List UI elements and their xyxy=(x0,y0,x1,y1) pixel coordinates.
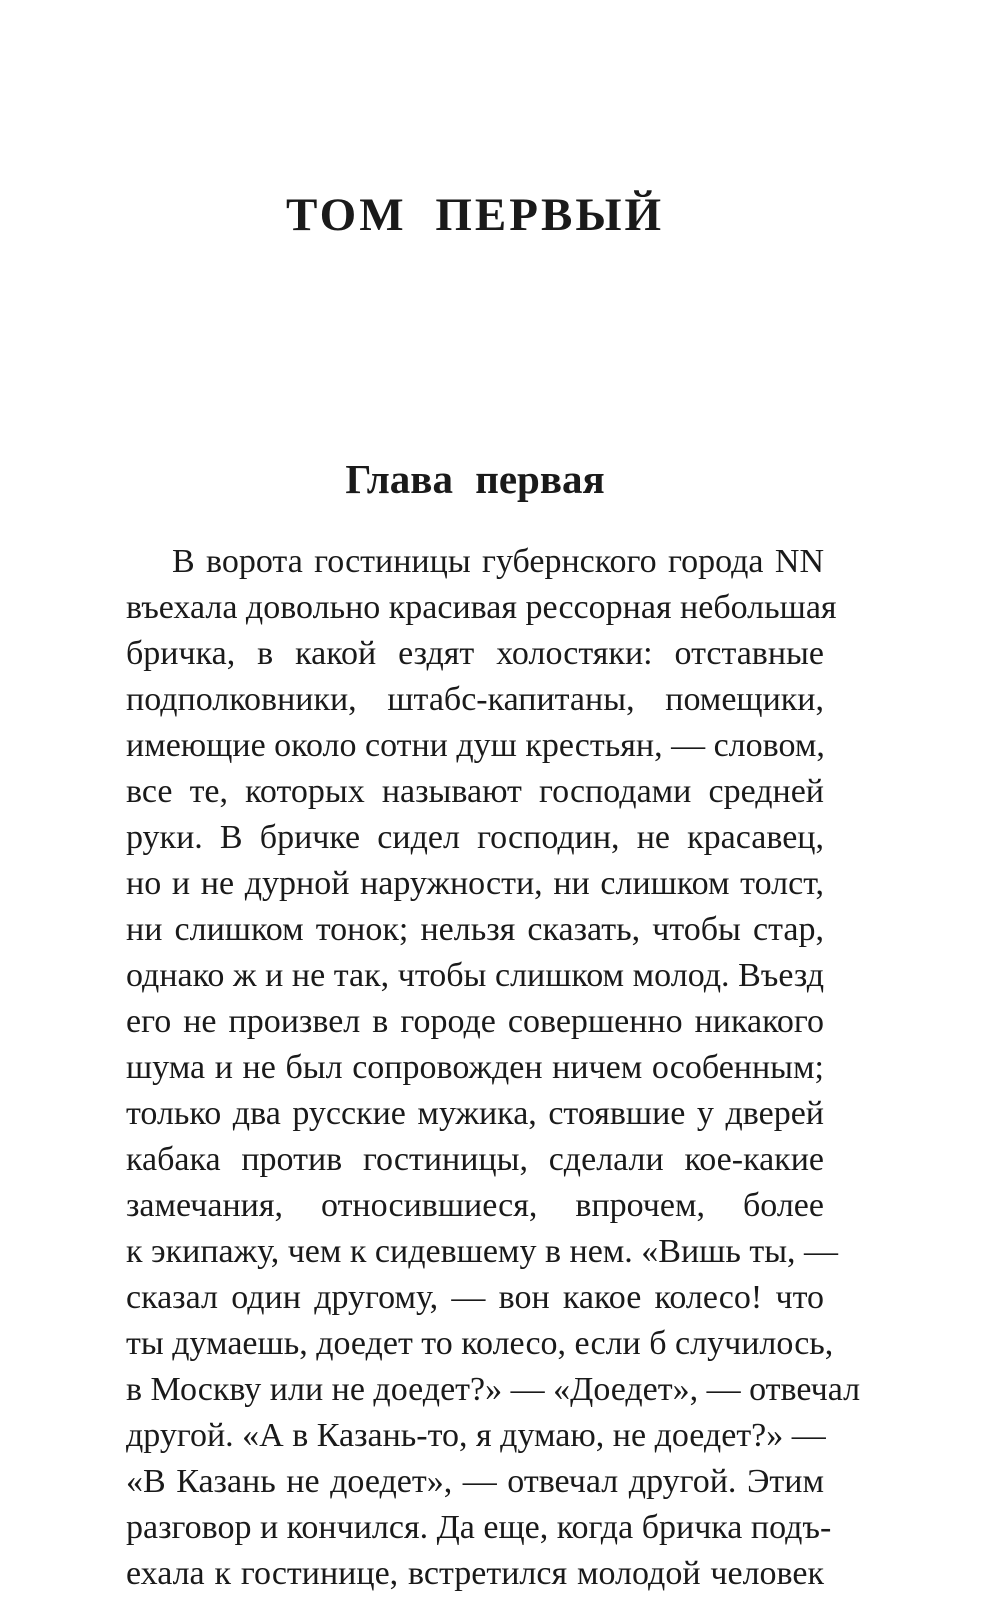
text-line: но и не дурной наружности, ни слишком толст, xyxy=(126,865,824,902)
text-line: «В Казань не доедет», — отвечал другой. Этим xyxy=(126,1463,824,1500)
text-line: сказал один другому, — вон какое колесо! что xyxy=(126,1279,824,1316)
chapter-body-text xyxy=(126,539,861,1597)
text-line: его не произвел в городе совершенно никакого xyxy=(126,1003,824,1040)
text-line: ехала к гостинице, встретился молодой человек xyxy=(126,1555,824,1592)
text-line: ни слишком тонок; нельзя сказать, чтобы стар, xyxy=(126,911,824,948)
text-line: бричка, в какой ездят холостяки: отставные xyxy=(126,635,824,672)
text-line: к экипажу, чем к сидевшему в нем. «Вишь ты, — xyxy=(126,1233,839,1270)
text-line: однако ж и не так, чтобы слишком молод. Въезд xyxy=(126,957,824,994)
text-line: въехала довольно красивая рессорная небольшая xyxy=(126,589,837,626)
text-line: только два русские мужика, стоявшие у дверей xyxy=(126,1095,824,1132)
volume-title: ТОМ ПЕРВЫЙ xyxy=(285,189,665,241)
text-line: кабака против гостиницы, сделали кое-какие xyxy=(126,1141,824,1178)
text-line: В ворота гостиницы губернского города NN xyxy=(172,543,824,580)
text-line: в Москву или не доедет?» — «Доедет», — отвечал xyxy=(126,1371,861,1408)
text-line: руки. В бричке сидел господин, не красавец, xyxy=(126,819,824,856)
text-line: другой. «А в Казань-то, я думаю, не доедет?» — xyxy=(126,1417,826,1454)
text-line: ты думаешь, доедет то колесо, если б случилось, xyxy=(126,1325,834,1362)
text-line: замечания, относившиеся, впрочем, более xyxy=(126,1187,824,1224)
text-line: все те, которых называют господами средней xyxy=(126,773,824,810)
text-line: разговор и кончился. Да еще, когда бричка подъ- xyxy=(126,1509,832,1546)
text-line: подполковники, штабс-капитаны, помещики, xyxy=(126,681,824,718)
text-line: имеющие около сотни душ крестьян, — словом, xyxy=(126,727,825,764)
chapter-title: Глава первая xyxy=(345,456,605,502)
text-line: шума и не был сопровожден ничем особенным; xyxy=(126,1049,824,1086)
